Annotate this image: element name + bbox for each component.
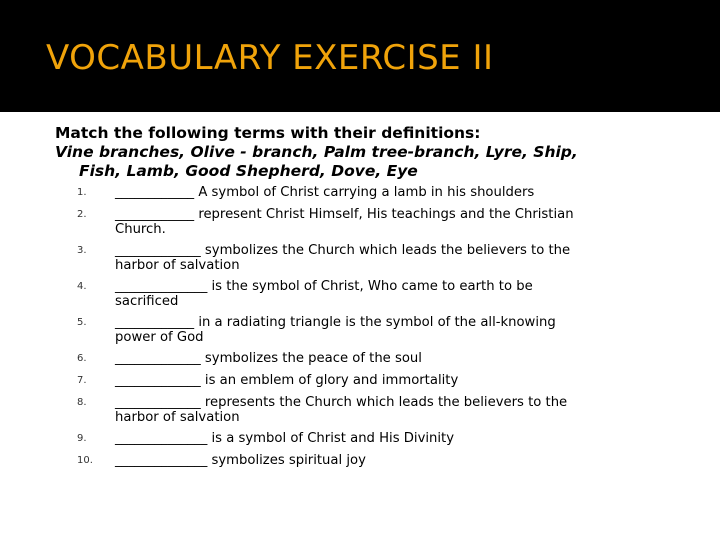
slide-title: VOCABULARY EXERCISE II — [46, 38, 494, 78]
item-number: 9. — [77, 433, 87, 444]
instruction-heading: Match the following terms with their definitions: — [55, 124, 481, 142]
list-item — [55, 395, 655, 425]
item-definition: ______________ is the symbol of Christ, Who came to earth to be sacrificed — [115, 279, 533, 309]
item-definition: _____________ is an emblem of glory and immortality — [115, 373, 459, 388]
list-item — [55, 453, 655, 469]
item-number: 8. — [77, 397, 87, 408]
item-number: 5. — [77, 317, 87, 328]
item-definition: ______________ is a symbol of Christ and His Divinity — [115, 431, 455, 446]
term-list-line-1: Vine branches, Olive - branch, Palm tree-branch, Lyre, Ship, — [55, 143, 578, 161]
item-definition: _____________ represents the Church which leads the believers to the harbor of salvation — [115, 395, 568, 425]
list-item — [55, 373, 655, 389]
item-definition: ____________ represent Christ Himself, His teachings and the Christian Church. — [115, 207, 574, 237]
item-definition: ____________ A symbol of Christ carrying a lamb in his shoulders — [115, 185, 535, 200]
list-item — [55, 279, 655, 309]
item-definition: _____________ symbolizes the Church which leads the believers to the harbor of salvation — [115, 243, 571, 273]
item-number: 1. — [77, 187, 87, 198]
list-item — [55, 315, 655, 345]
list-item — [55, 351, 655, 367]
term-list-line-2: Fish, Lamb, Good Shepherd, Dove, Eye — [79, 162, 418, 180]
item-definition: ____________ in a radiating triangle is the symbol of the all-knowing power of God — [115, 315, 556, 345]
item-definition: _____________ symbolizes the peace of the soul — [115, 351, 422, 366]
list-item — [55, 243, 655, 273]
slide-content — [55, 124, 655, 475]
item-number: 6. — [77, 353, 87, 364]
list-item — [55, 185, 655, 201]
item-number: 7. — [77, 375, 87, 386]
item-number: 2. — [77, 209, 87, 220]
term-list — [55, 143, 655, 181]
item-definition: ______________ symbolizes spiritual joy — [115, 453, 366, 468]
list-item — [55, 207, 655, 237]
item-number: 4. — [77, 281, 87, 292]
item-number: 3. — [77, 245, 87, 256]
definition-list — [55, 185, 655, 469]
list-item — [55, 431, 655, 447]
item-number: 10. — [77, 455, 93, 466]
